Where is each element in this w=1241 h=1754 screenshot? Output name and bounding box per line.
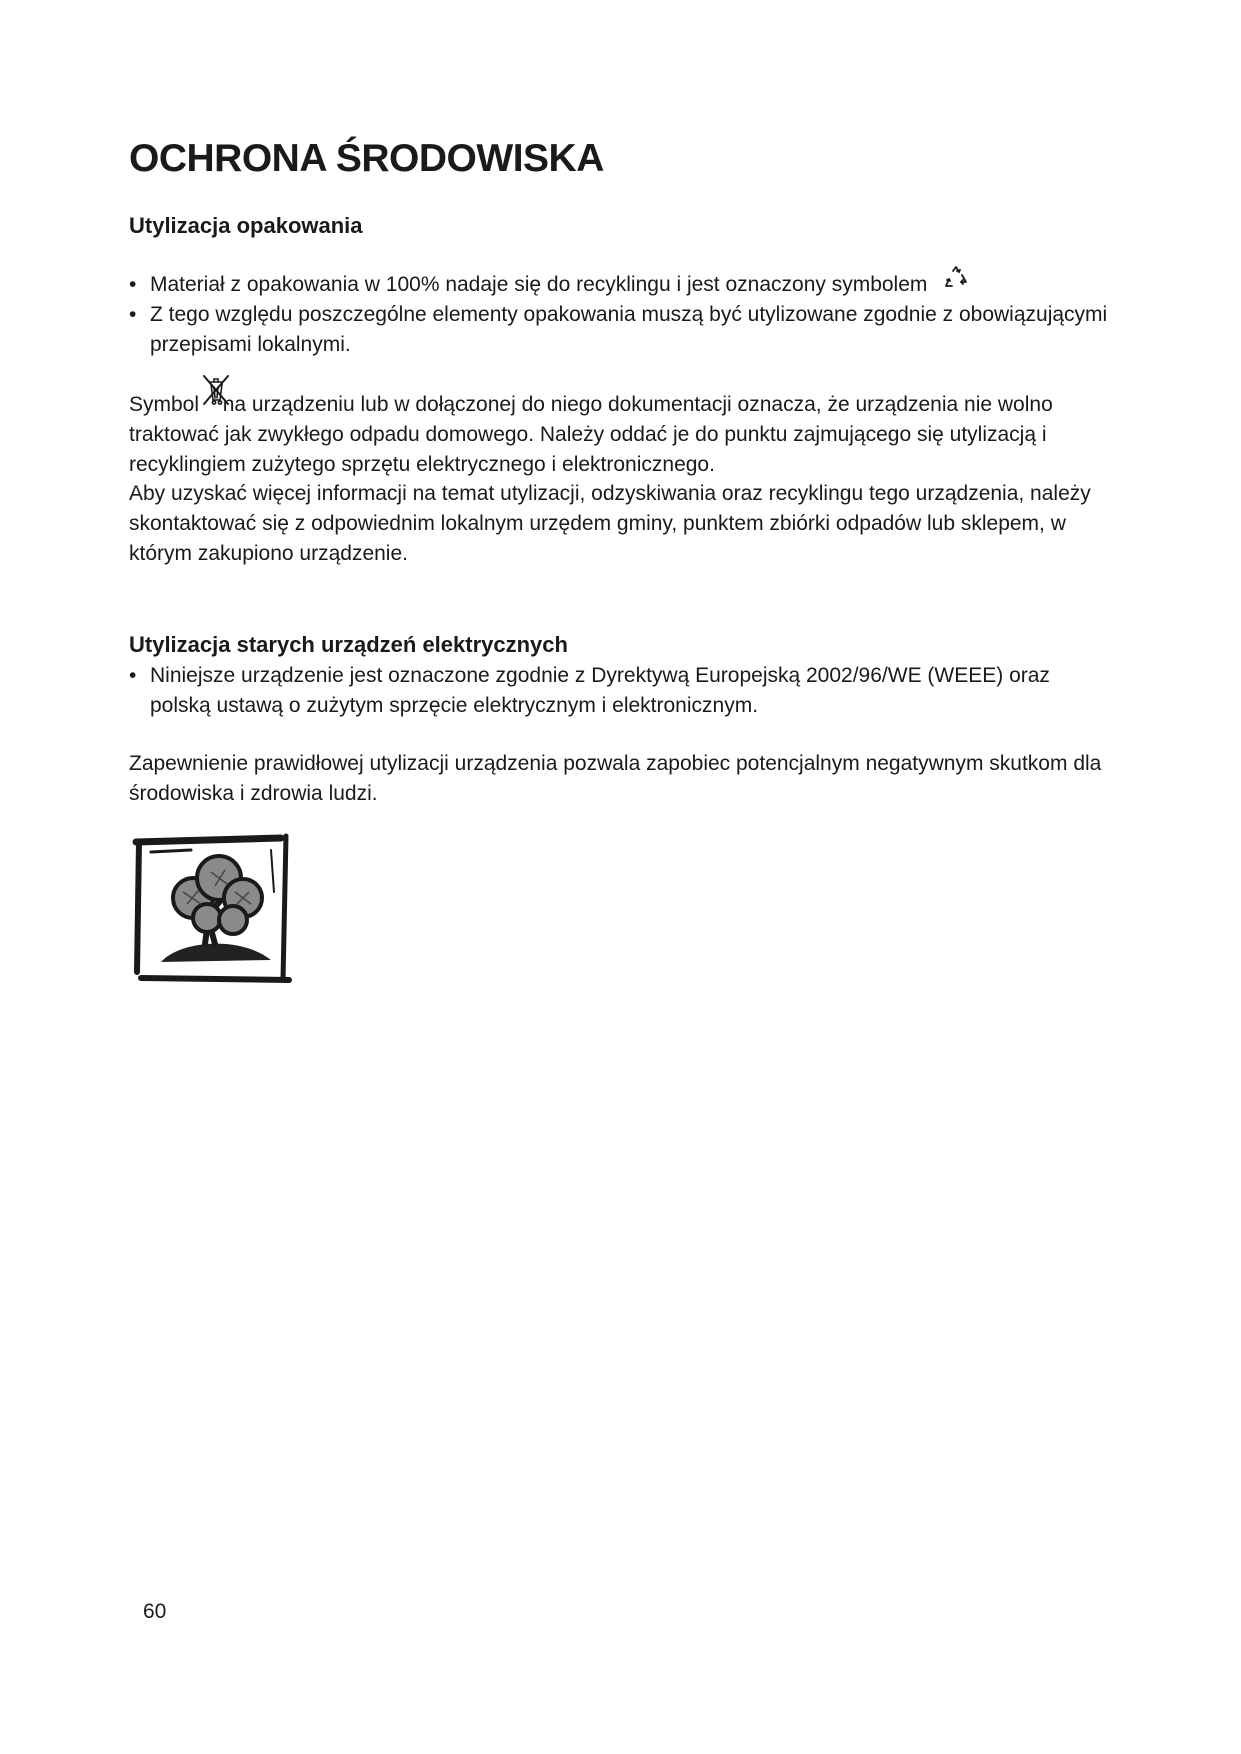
packaging-bullet-list [129,270,1109,360]
weee-prefix: Symbol [129,393,200,416]
list-item [129,661,1109,721]
old-devices-bullet-text: Niniejsze urządzenie jest oznaczone zgodnie z Dyrektywą Europejską 2002/96/WE (WEEE) oraz polską ustawą o zużytym sprzęcie elektrycznym i elektronicznym. [150,664,1050,717]
packaging-bullet-text: Z tego względu poszczególne elementy opakowania muszą być utylizowane zgodnie z obowiązującymi przepisami lokalnymi. [150,303,1108,356]
weee-text: na urządzeniu lub w dołączonej do niego dokumentacji oznacza, że urządzenia nie wolno traktować jak zwykłego odpadu domowego. Należy oddać je do punktu zajmującego się utylizacją i recyklingiem zużytego sprzętu elektrycznego i elektronicznego. [129,393,1053,476]
list-item [129,270,1109,300]
bullet-dot: • [129,273,137,296]
page-number: 60 [143,1600,167,1623]
info-paragraph: Aby uzyskać więcej informacji na temat utylizacji, odzyskiwania oraz recyklingu tego urządzenia, należy skontaktować się z odpowiednim lokalnym urzędem gminy, punktem zbiórki odpadów lub sklepem, w którym zakupiono urządzenie. [129,482,1091,565]
weee-paragraph [129,390,1129,480]
closing-paragraph: Zapewnienie prawidłowej utylizacji urządzenia pozwala zapobiec potencjalnym negatywnym skutkom dla środowiska i zdrowia ludzi. [129,752,1102,805]
tree-environment-icon [131,832,297,984]
list-item [129,300,1109,360]
bullet-dot: • [129,664,137,687]
packaging-bullet-text: Materiał z opakowania w 100% nadaje się do recyklingu i jest oznaczony symbolem [150,273,928,296]
bullet-dot: • [129,303,137,326]
old-devices-heading: Utylizacja starych urządzeń elektrycznych [129,632,568,657]
packaging-heading: Utylizacja opakowania [129,213,363,238]
page-title: OCHRONA ŚRODOWISKA [129,137,604,180]
recycling-symbol-icon [943,265,969,298]
old-devices-bullet-list [129,661,1109,721]
crossed-bin-icon [201,373,231,416]
